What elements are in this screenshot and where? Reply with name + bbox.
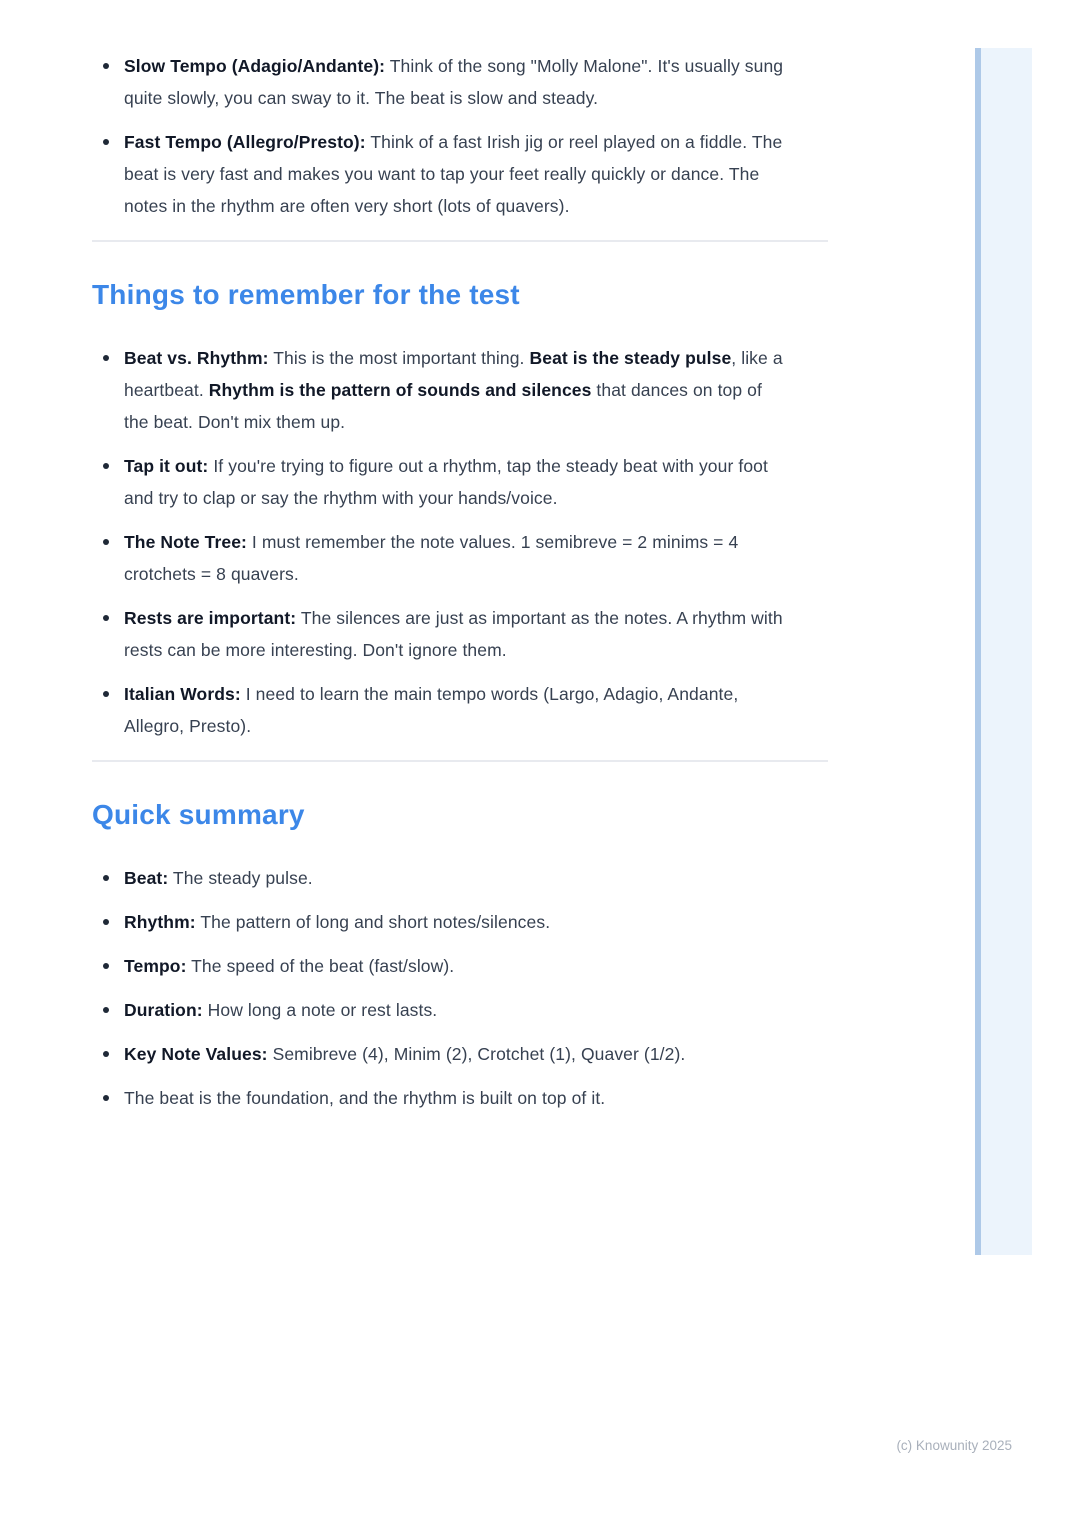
bold-text: Tempo: xyxy=(124,956,187,976)
bold-text: Tap it out: xyxy=(124,456,209,476)
list-item xyxy=(92,950,829,982)
body-text: The pattern of long and short notes/silences. xyxy=(195,912,551,932)
body-text: Think of a fast Irish jig or reel played on a fiddle. The beat is very fast and makes you want to tap your feet really quickly or dance. The notes in the rhythm are often very short (lots of quavers). xyxy=(124,132,783,216)
scrollbar-rail[interactable] xyxy=(975,48,1032,1255)
list-item xyxy=(92,994,829,1026)
section-divider xyxy=(92,240,828,242)
section-divider xyxy=(92,760,828,762)
list-item xyxy=(92,342,829,438)
bold-text: Rests are important: xyxy=(124,608,297,628)
body-text: How long a note or rest lasts. xyxy=(202,1000,438,1020)
bold-text: The Note Tree: xyxy=(124,532,247,552)
body-text: , like a heartbeat. xyxy=(124,348,783,400)
list-item xyxy=(92,602,829,666)
bold-text: Beat is the steady pulse xyxy=(529,348,732,368)
list-item xyxy=(92,450,829,514)
body-text: If you're trying to figure out a rhythm, tap the steady beat with your foot and try to clap or say the rhythm with your hands/voice. xyxy=(124,456,768,508)
body-text: The steady pulse. xyxy=(168,868,313,888)
bold-text: Italian Words: xyxy=(124,684,241,704)
tempo-examples-list xyxy=(92,50,829,222)
list-item xyxy=(92,126,829,222)
section-quick-summary xyxy=(92,798,829,1114)
list-item xyxy=(92,678,829,742)
list-item xyxy=(92,862,829,894)
body-text: The beat is the foundation, and the rhythm is built on top of it. xyxy=(124,1088,606,1108)
list-item xyxy=(92,50,829,114)
bold-text: Rhythm is the pattern of sounds and silences xyxy=(208,380,592,400)
test-reminders-list xyxy=(92,342,829,742)
list-item xyxy=(92,1038,829,1070)
body-text: Think of the song "Molly Malone". It's usually sung quite slowly, you can sway to it. The beat is slow and steady. xyxy=(124,56,784,108)
body-text: I need to learn the main tempo words (Largo, Adagio, Andante, Allegro, Presto). xyxy=(124,684,739,736)
list-item xyxy=(92,1082,829,1114)
section-heading-things-to-remember: Things to remember for the test xyxy=(92,279,520,310)
bold-text: Beat: xyxy=(124,868,169,888)
bold-text: Slow Tempo (Adagio/Andante): xyxy=(124,56,386,76)
list-item xyxy=(92,906,829,938)
body-text: The silences are just as important as the notes. A rhythm with rests can be more interesting. Don't ignore them. xyxy=(124,608,783,660)
quick-summary-list xyxy=(92,862,829,1114)
section-things-to-remember xyxy=(92,278,829,742)
document-content xyxy=(92,50,829,1126)
body-text: Semibreve (4), Minim (2), Crotchet (1), Quaver (1/2). xyxy=(267,1044,686,1064)
copyright-footer: (c) Knowunity 2025 xyxy=(896,1438,1012,1453)
bold-text: Duration: xyxy=(124,1000,203,1020)
bold-text: Fast Tempo (Allegro/Presto): xyxy=(124,132,366,152)
section-heading-quick-summary: Quick summary xyxy=(92,799,305,830)
bold-text: Rhythm: xyxy=(124,912,196,932)
bold-text: Key Note Values: xyxy=(124,1044,268,1064)
bold-text: Beat vs. Rhythm: xyxy=(124,348,269,368)
body-text: that dances on top of the beat. Don't mix them up. xyxy=(124,380,762,432)
list-item xyxy=(92,526,829,590)
body-text: The speed of the beat (fast/slow). xyxy=(186,956,455,976)
body-text: I must remember the note values. 1 semibreve = 2 minims = 4 crotchets = 8 quavers. xyxy=(124,532,739,584)
body-text: This is the most important thing. xyxy=(268,348,530,368)
